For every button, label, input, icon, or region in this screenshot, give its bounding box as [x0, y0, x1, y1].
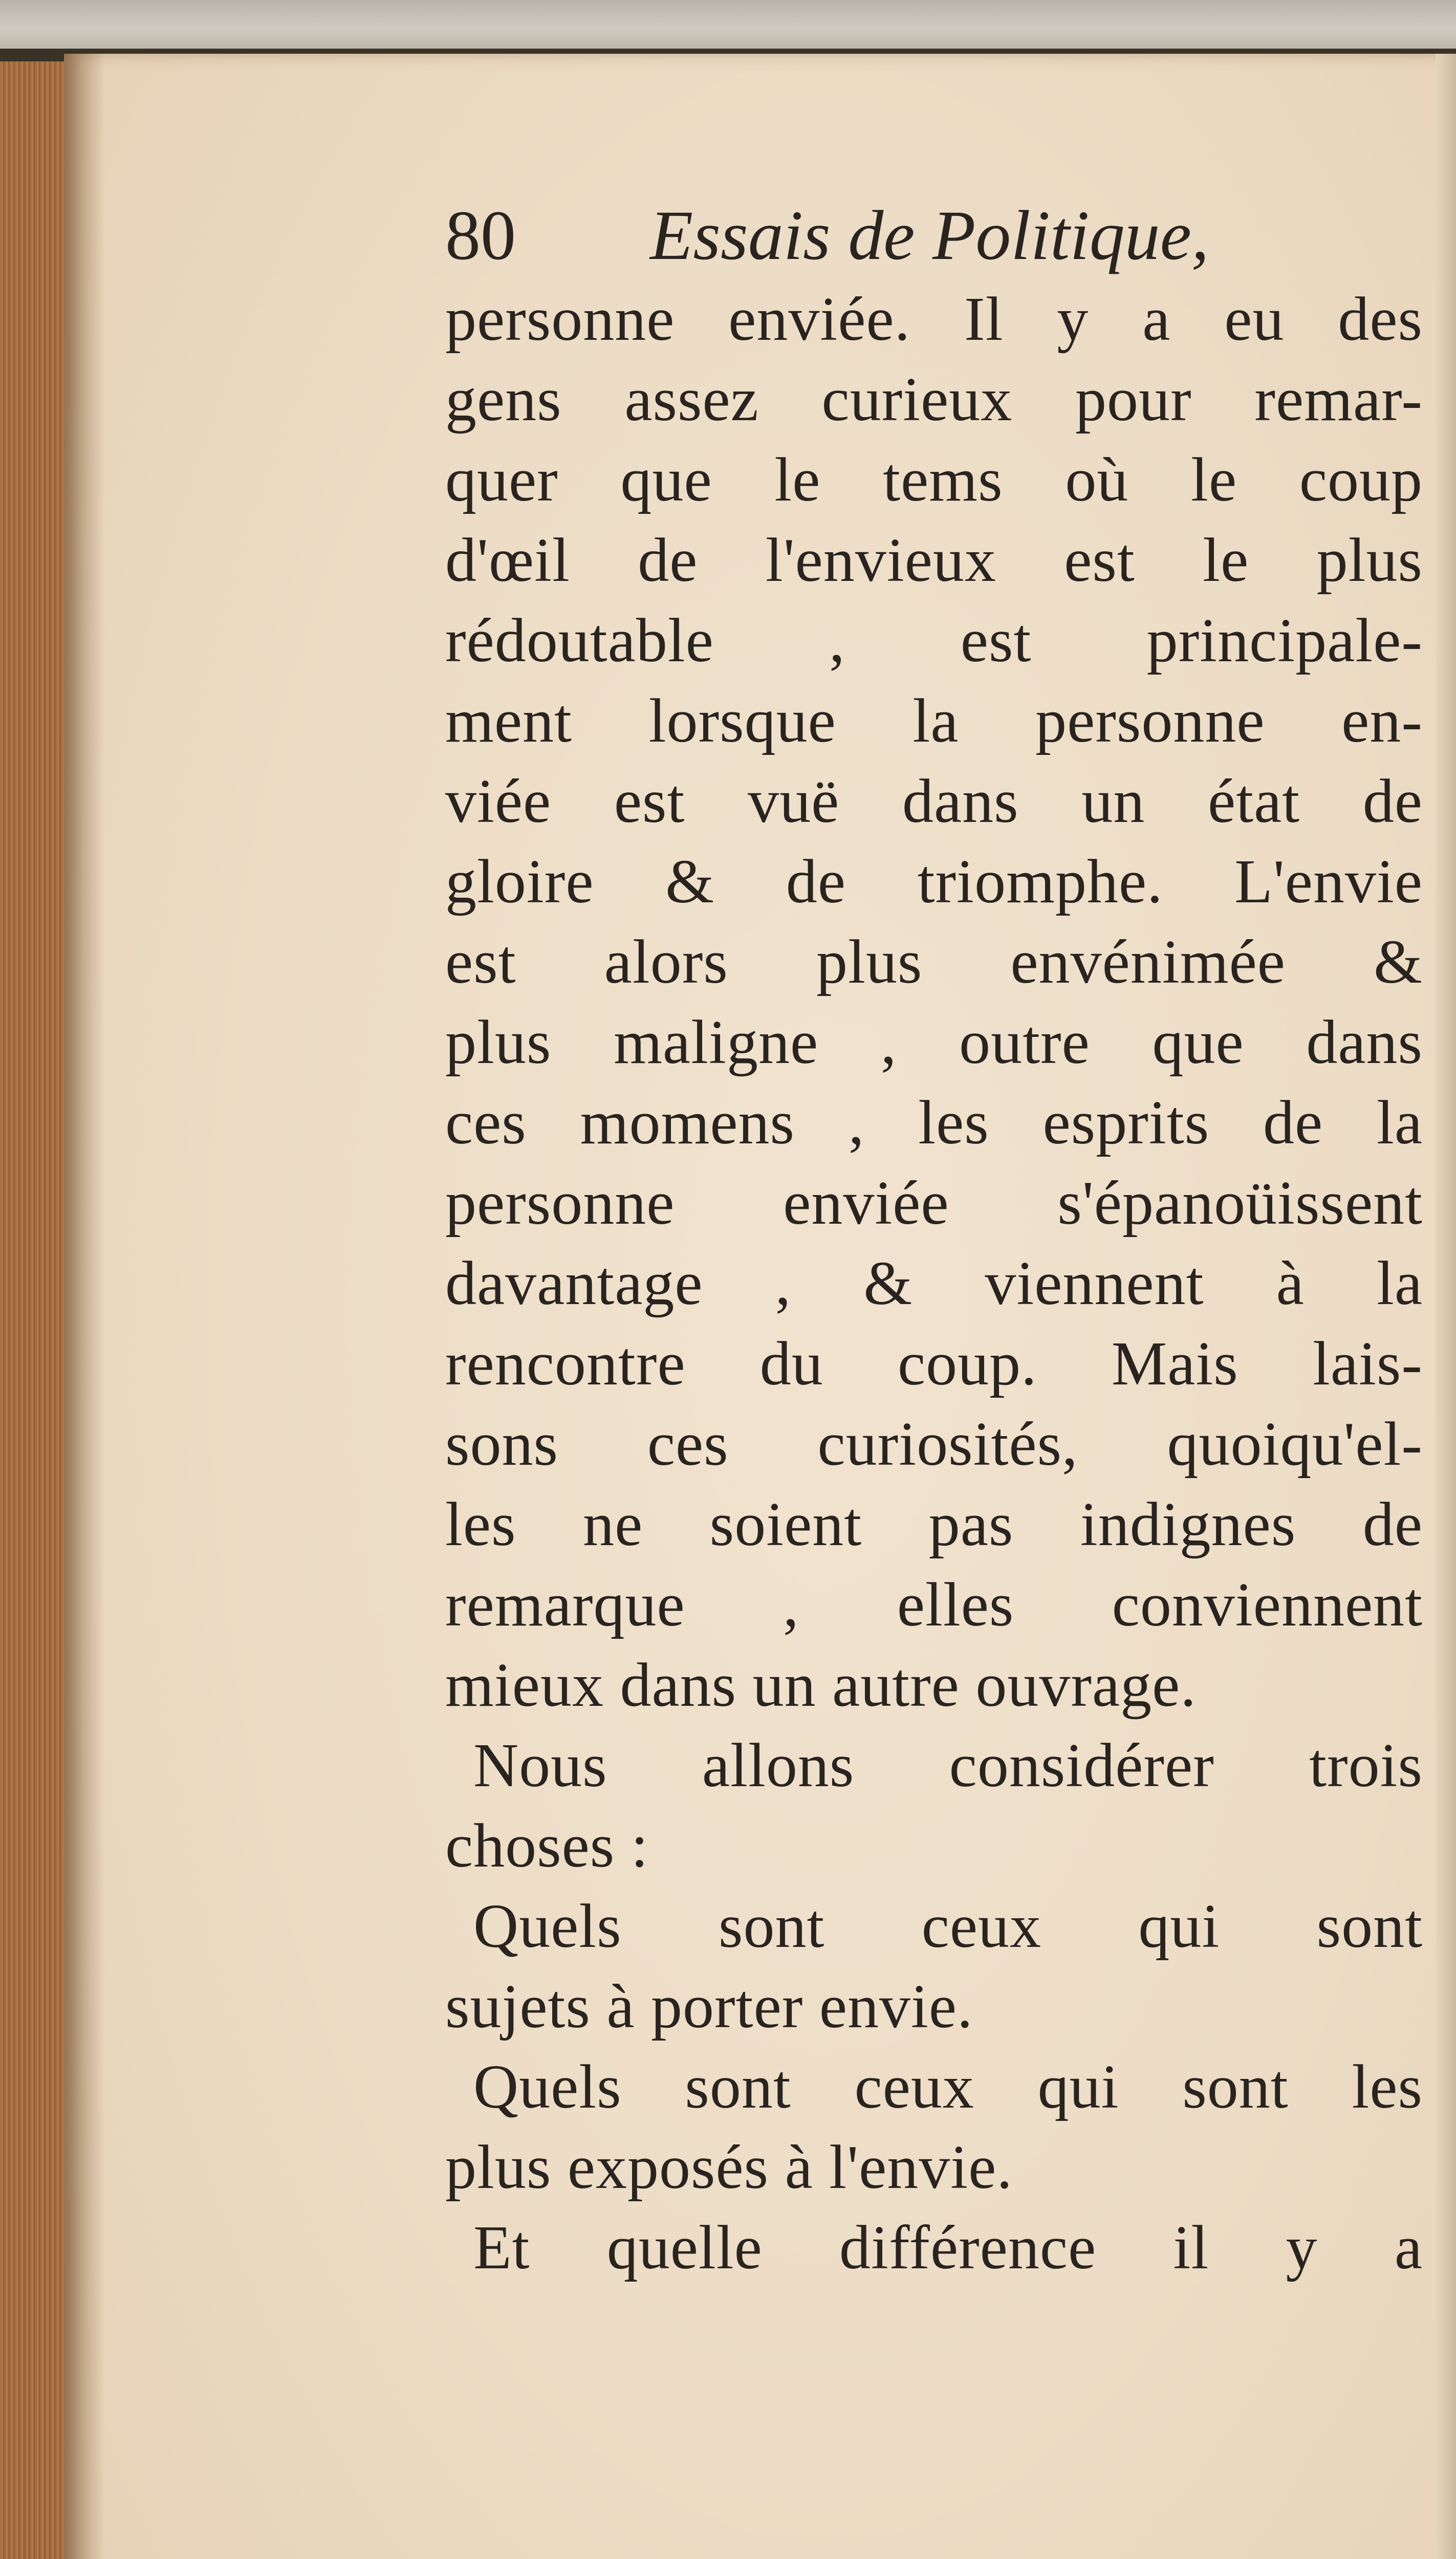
page-header [445, 192, 1423, 279]
text-line: choses : [445, 1811, 649, 1880]
binding-shadow [64, 54, 105, 2559]
text-line: est alors plus envénimée & [445, 927, 1423, 996]
text-line: gens assez curieux pour remar- [445, 365, 1423, 434]
text-line: plus exposés à l'envie. [445, 2133, 1013, 2202]
text-line: sons ces curiosités, quoiqu'el- [445, 1409, 1423, 1479]
text-line: gloire & de triomphe. L'envie [445, 847, 1423, 916]
text-line: personne enviée s'épanoüissent [445, 1168, 1423, 1238]
scanner-top-margin [0, 0, 1456, 49]
text-line: quer que le tems où le coup [445, 445, 1423, 514]
paragraph-start-line: Et quelle différence il y a [473, 2213, 1423, 2282]
paragraph-start-line: Quels sont ceux qui sont [473, 1892, 1423, 1961]
paragraph-start-line: Quels sont ceux qui sont les [473, 2052, 1423, 2121]
text-line: viée est vuë dans un état de [445, 767, 1423, 836]
page-right-edge [1436, 54, 1456, 2559]
text-line: ment lorsque la personne en- [445, 686, 1423, 755]
text-line: plus maligne , outre que dans [445, 1008, 1423, 1077]
text-line: les ne soient pas indignes de [445, 1490, 1423, 1559]
text-line: rencontre du coup. Mais lais- [445, 1329, 1423, 1398]
paragraph-start-line: Nous allons considérer trois [473, 1731, 1423, 1800]
text-line: personne enviée. Il y a eu des [445, 285, 1423, 354]
text-line: d'œil de l'envieux est le plus [445, 526, 1423, 595]
text-line: ces momens , les esprits de la [445, 1088, 1423, 1157]
text-line: sujets à porter envie. [445, 1972, 973, 2041]
running-title: Essais de Politique, [650, 196, 1209, 274]
page-number: 80 [445, 196, 516, 274]
text-line: davantage , & viennent à la [445, 1249, 1423, 1318]
text-line: mieux dans un autre ouvrage. [445, 1651, 1197, 1720]
text-line: rédoutable , est principale- [445, 606, 1423, 675]
text-line: remarque , elles conviennent [445, 1570, 1423, 1639]
page-text [445, 192, 1423, 2288]
